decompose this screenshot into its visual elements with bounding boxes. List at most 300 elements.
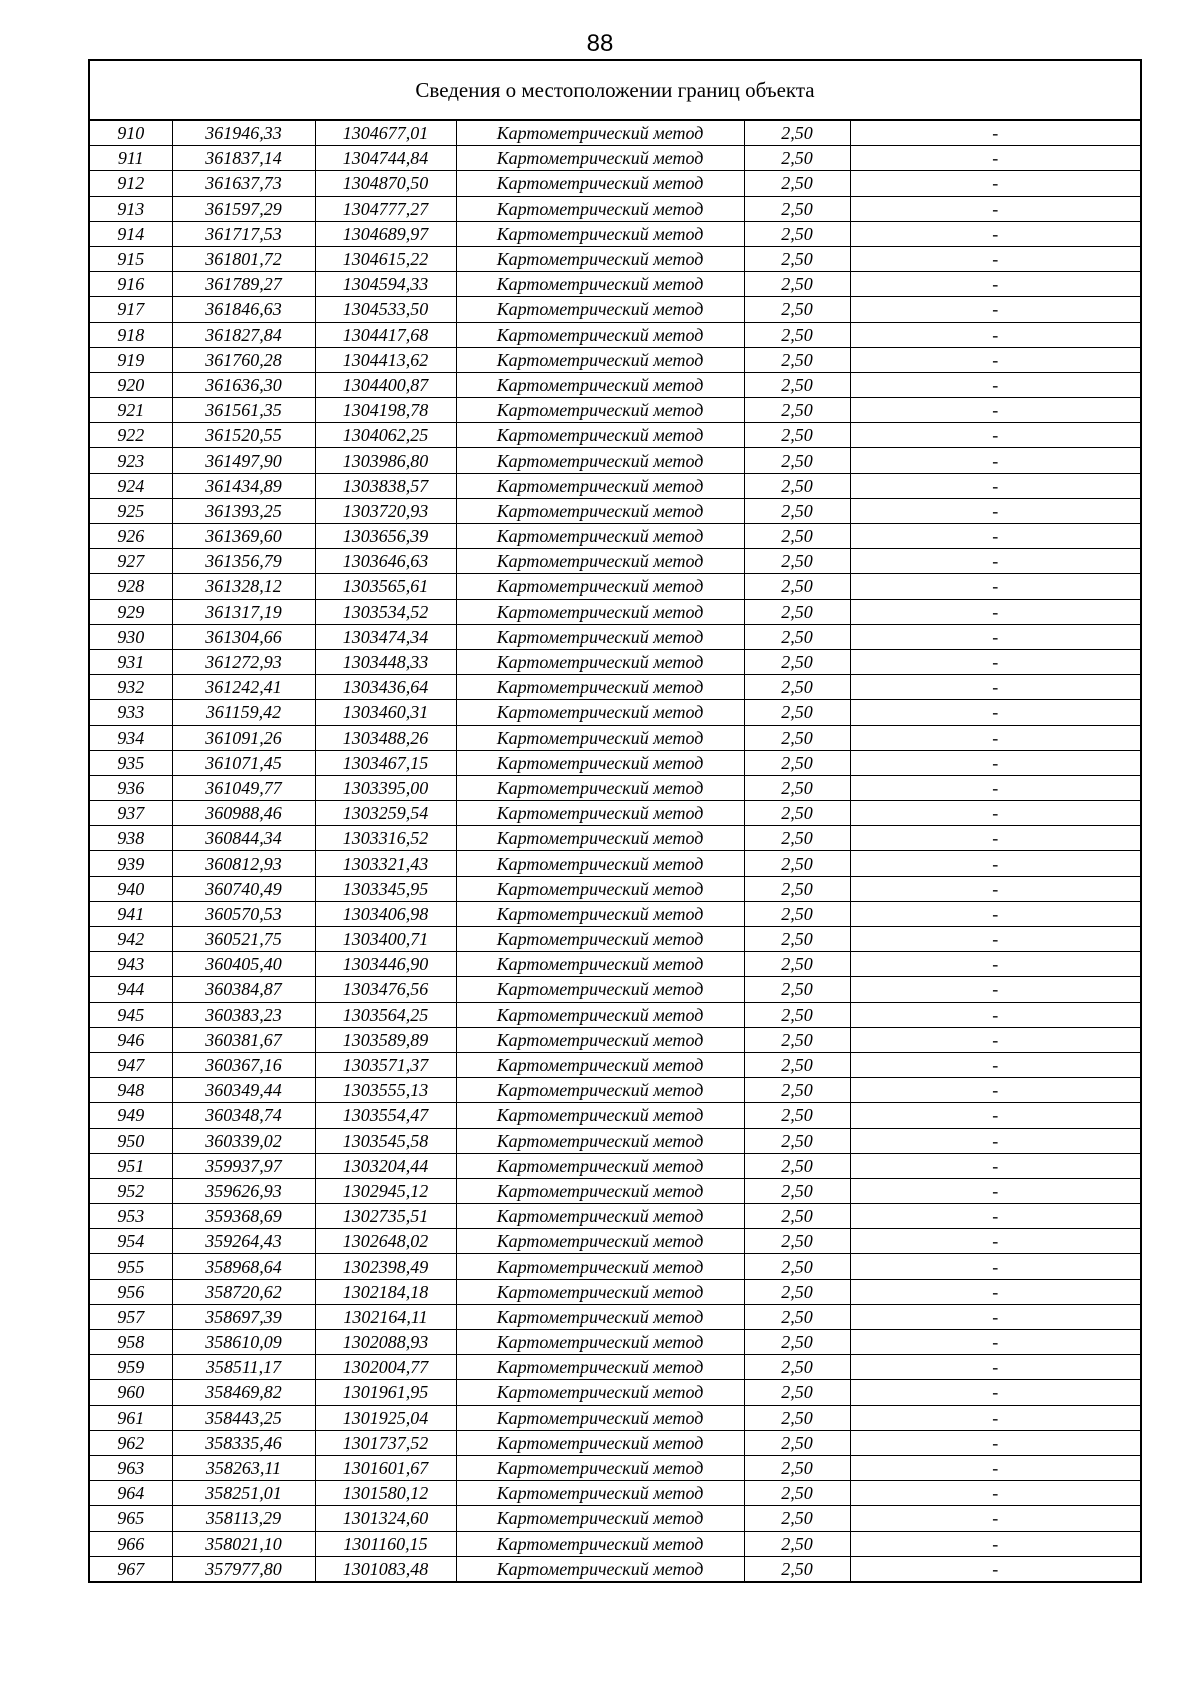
method-cell: Картометрический метод [456,1506,744,1531]
point-number-cell: 936 [90,775,172,800]
x-coordinate-cell: 361091,26 [172,725,315,750]
table-row [90,1304,1140,1329]
x-coordinate-cell: 361317,19 [172,599,315,624]
method-cell: Картометрический метод [456,952,744,977]
description-cell: - [850,750,1140,775]
x-coordinate-cell: 361946,33 [172,121,315,146]
x-coordinate-cell: 360367,16 [172,1052,315,1077]
method-cell: Картометрический метод [456,1002,744,1027]
y-coordinate-cell: 1302398,49 [315,1254,456,1279]
y-coordinate-cell: 1304744,84 [315,146,456,171]
precision-cell: 2,50 [744,398,850,423]
x-coordinate-cell: 360381,67 [172,1027,315,1052]
table-row [90,1405,1140,1430]
y-coordinate-cell: 1304400,87 [315,372,456,397]
precision-cell: 2,50 [744,1405,850,1430]
table-row [90,826,1140,851]
y-coordinate-cell: 1303467,15 [315,750,456,775]
y-coordinate-cell: 1304198,78 [315,398,456,423]
point-number-cell: 932 [90,675,172,700]
precision-cell: 2,50 [744,1027,850,1052]
point-number-cell: 966 [90,1531,172,1556]
point-number-cell: 942 [90,927,172,952]
table-row [90,272,1140,297]
description-cell: - [850,927,1140,952]
point-number-cell: 939 [90,851,172,876]
y-coordinate-cell: 1302648,02 [315,1229,456,1254]
y-coordinate-cell: 1304062,25 [315,423,456,448]
x-coordinate-cell: 360521,75 [172,927,315,952]
y-coordinate-cell: 1303545,58 [315,1128,456,1153]
precision-cell: 2,50 [744,901,850,926]
description-cell: - [850,1430,1140,1455]
point-number-cell: 938 [90,826,172,851]
y-coordinate-cell: 1301580,12 [315,1481,456,1506]
table-row [90,750,1140,775]
y-coordinate-cell: 1301324,60 [315,1506,456,1531]
description-cell: - [850,1279,1140,1304]
x-coordinate-cell: 361636,30 [172,372,315,397]
x-coordinate-cell: 361717,53 [172,221,315,246]
x-coordinate-cell: 360349,44 [172,1078,315,1103]
x-coordinate-cell: 361637,73 [172,171,315,196]
y-coordinate-cell: 1303436,64 [315,675,456,700]
point-number-cell: 951 [90,1153,172,1178]
description-cell: - [850,1380,1140,1405]
point-number-cell: 963 [90,1455,172,1480]
point-number-cell: 913 [90,196,172,221]
description-cell: - [850,1330,1140,1355]
point-number-cell: 956 [90,1279,172,1304]
description-cell: - [850,423,1140,448]
point-number-cell: 921 [90,398,172,423]
description-cell: - [850,473,1140,498]
precision-cell: 2,50 [744,1178,850,1203]
precision-cell: 2,50 [744,1153,850,1178]
point-number-cell: 933 [90,700,172,725]
table-row [90,1204,1140,1229]
x-coordinate-cell: 360383,23 [172,1002,315,1027]
precision-cell: 2,50 [744,826,850,851]
method-cell: Картометрический метод [456,901,744,926]
y-coordinate-cell: 1303321,43 [315,851,456,876]
method-cell: Картометрический метод [456,1254,744,1279]
method-cell: Картометрический метод [456,1481,744,1506]
x-coordinate-cell: 361242,41 [172,675,315,700]
x-coordinate-cell: 358511,17 [172,1355,315,1380]
x-coordinate-cell: 361393,25 [172,498,315,523]
table-row [90,876,1140,901]
method-cell: Картометрический метод [456,398,744,423]
table-row [90,146,1140,171]
point-number-cell: 962 [90,1430,172,1455]
precision-cell: 2,50 [744,700,850,725]
y-coordinate-cell: 1301601,67 [315,1455,456,1480]
point-number-cell: 944 [90,977,172,1002]
method-cell: Картометрический метод [456,1455,744,1480]
precision-cell: 2,50 [744,549,850,574]
x-coordinate-cell: 360844,34 [172,826,315,851]
table-body [90,121,1140,1581]
point-number-cell: 929 [90,599,172,624]
y-coordinate-cell: 1303488,26 [315,725,456,750]
description-cell: - [850,574,1140,599]
y-coordinate-cell: 1301083,48 [315,1556,456,1581]
table-row [90,1078,1140,1103]
point-number-cell: 967 [90,1556,172,1581]
precision-cell: 2,50 [744,297,850,322]
table-row [90,599,1140,624]
table-row [90,221,1140,246]
method-cell: Картометрический метод [456,1153,744,1178]
point-number-cell: 920 [90,372,172,397]
precision-cell: 2,50 [744,1254,850,1279]
y-coordinate-cell: 1304615,22 [315,246,456,271]
description-cell: - [850,1128,1140,1153]
point-number-cell: 957 [90,1304,172,1329]
table-row [90,196,1140,221]
y-coordinate-cell: 1303204,44 [315,1153,456,1178]
method-cell: Картометрический метод [456,1304,744,1329]
table-row [90,1128,1140,1153]
precision-cell: 2,50 [744,574,850,599]
description-cell: - [850,347,1140,372]
table-row [90,171,1140,196]
method-cell: Картометрический метод [456,146,744,171]
description-cell: - [850,221,1140,246]
point-number-cell: 954 [90,1229,172,1254]
description-cell: - [850,1455,1140,1480]
method-cell: Картометрический метод [456,1027,744,1052]
point-number-cell: 930 [90,624,172,649]
method-cell: Картометрический метод [456,599,744,624]
y-coordinate-cell: 1303720,93 [315,498,456,523]
description-cell: - [850,322,1140,347]
description-cell: - [850,1405,1140,1430]
table-row [90,448,1140,473]
y-coordinate-cell: 1303554,47 [315,1103,456,1128]
precision-cell: 2,50 [744,1103,850,1128]
y-coordinate-cell: 1302945,12 [315,1178,456,1203]
x-coordinate-cell: 361827,84 [172,322,315,347]
description-cell: - [850,1178,1140,1203]
method-cell: Картометрический метод [456,927,744,952]
method-cell: Картометрический метод [456,1052,744,1077]
table-row [90,1178,1140,1203]
description-cell: - [850,1204,1140,1229]
x-coordinate-cell: 358251,01 [172,1481,315,1506]
point-number-cell: 928 [90,574,172,599]
x-coordinate-cell: 358610,09 [172,1330,315,1355]
table-row [90,297,1140,322]
description-cell: - [850,826,1140,851]
precision-cell: 2,50 [744,725,850,750]
precision-cell: 2,50 [744,498,850,523]
precision-cell: 2,50 [744,322,850,347]
precision-cell: 2,50 [744,272,850,297]
method-cell: Картометрический метод [456,272,744,297]
table-row [90,927,1140,952]
method-cell: Картометрический метод [456,1229,744,1254]
description-cell: - [850,146,1140,171]
description-cell: - [850,851,1140,876]
x-coordinate-cell: 361272,93 [172,649,315,674]
y-coordinate-cell: 1301961,95 [315,1380,456,1405]
description-cell: - [850,398,1140,423]
table-row [90,1002,1140,1027]
y-coordinate-cell: 1303400,71 [315,927,456,952]
point-number-cell: 935 [90,750,172,775]
point-number-cell: 912 [90,171,172,196]
description-cell: - [850,549,1140,574]
description-cell: - [850,1254,1140,1279]
y-coordinate-cell: 1303646,63 [315,549,456,574]
x-coordinate-cell: 360988,46 [172,801,315,826]
y-coordinate-cell: 1303460,31 [315,700,456,725]
description-cell: - [850,801,1140,826]
description-cell: - [850,1052,1140,1077]
method-cell: Картометрический метод [456,851,744,876]
x-coordinate-cell: 360740,49 [172,876,315,901]
y-coordinate-cell: 1304413,62 [315,347,456,372]
method-cell: Картометрический метод [456,801,744,826]
point-number-cell: 917 [90,297,172,322]
precision-cell: 2,50 [744,649,850,674]
x-coordinate-cell: 358263,11 [172,1455,315,1480]
description-cell: - [850,700,1140,725]
description-cell: - [850,524,1140,549]
x-coordinate-cell: 358021,10 [172,1531,315,1556]
method-cell: Картометрический метод [456,649,744,674]
method-cell: Картометрический метод [456,1355,744,1380]
y-coordinate-cell: 1304533,50 [315,297,456,322]
description-cell: - [850,1355,1140,1380]
x-coordinate-cell: 361837,14 [172,146,315,171]
precision-cell: 2,50 [744,171,850,196]
table-row [90,649,1140,674]
x-coordinate-cell: 361760,28 [172,347,315,372]
precision-cell: 2,50 [744,1128,850,1153]
y-coordinate-cell: 1302164,11 [315,1304,456,1329]
precision-cell: 2,50 [744,675,850,700]
y-coordinate-cell: 1303986,80 [315,448,456,473]
x-coordinate-cell: 358335,46 [172,1430,315,1455]
table-row [90,524,1140,549]
x-coordinate-cell: 359937,97 [172,1153,315,1178]
point-number-cell: 945 [90,1002,172,1027]
table-row [90,801,1140,826]
x-coordinate-cell: 360339,02 [172,1128,315,1153]
point-number-cell: 911 [90,146,172,171]
point-number-cell: 965 [90,1506,172,1531]
precision-cell: 2,50 [744,876,850,901]
table-row [90,1279,1140,1304]
boundary-coordinates-table [90,121,1140,1581]
method-cell: Картометрический метод [456,1405,744,1430]
description-cell: - [850,171,1140,196]
point-number-cell: 919 [90,347,172,372]
precision-cell: 2,50 [744,1531,850,1556]
x-coordinate-cell: 361328,12 [172,574,315,599]
table-row [90,121,1140,146]
precision-cell: 2,50 [744,1481,850,1506]
point-number-cell: 947 [90,1052,172,1077]
table-row [90,1229,1140,1254]
description-cell: - [850,1506,1140,1531]
table-row [90,1380,1140,1405]
method-cell: Картометрический метод [456,750,744,775]
y-coordinate-cell: 1302184,18 [315,1279,456,1304]
x-coordinate-cell: 361846,63 [172,297,315,322]
point-number-cell: 925 [90,498,172,523]
method-cell: Картометрический метод [456,1531,744,1556]
y-coordinate-cell: 1303565,61 [315,574,456,599]
precision-cell: 2,50 [744,1355,850,1380]
method-cell: Картометрический метод [456,448,744,473]
x-coordinate-cell: 358968,64 [172,1254,315,1279]
x-coordinate-cell: 361561,35 [172,398,315,423]
table-row [90,1355,1140,1380]
y-coordinate-cell: 1303406,98 [315,901,456,926]
method-cell: Картометрический метод [456,826,744,851]
point-number-cell: 953 [90,1204,172,1229]
method-cell: Картометрический метод [456,1103,744,1128]
y-coordinate-cell: 1304689,97 [315,221,456,246]
method-cell: Картометрический метод [456,221,744,246]
x-coordinate-cell: 361520,55 [172,423,315,448]
y-coordinate-cell: 1304677,01 [315,121,456,146]
x-coordinate-cell: 361304,66 [172,624,315,649]
y-coordinate-cell: 1303571,37 [315,1052,456,1077]
method-cell: Картометрический метод [456,423,744,448]
precision-cell: 2,50 [744,1330,850,1355]
method-cell: Картометрический метод [456,1556,744,1581]
description-cell: - [850,725,1140,750]
point-number-cell: 922 [90,423,172,448]
table-row [90,398,1140,423]
method-cell: Картометрический метод [456,121,744,146]
page-number: 88 [586,30,614,57]
point-number-cell: 937 [90,801,172,826]
method-cell: Картометрический метод [456,1380,744,1405]
method-cell: Картометрический метод [456,473,744,498]
precision-cell: 2,50 [744,347,850,372]
method-cell: Картометрический метод [456,196,744,221]
point-number-cell: 941 [90,901,172,926]
table-row [90,347,1140,372]
precision-cell: 2,50 [744,196,850,221]
precision-cell: 2,50 [744,473,850,498]
x-coordinate-cell: 358469,82 [172,1380,315,1405]
x-coordinate-cell: 358443,25 [172,1405,315,1430]
method-cell: Картометрический метод [456,498,744,523]
table-row [90,1556,1140,1581]
description-cell: - [850,952,1140,977]
method-cell: Картометрический метод [456,246,744,271]
y-coordinate-cell: 1303446,90 [315,952,456,977]
x-coordinate-cell: 359264,43 [172,1229,315,1254]
precision-cell: 2,50 [744,1556,850,1581]
y-coordinate-cell: 1303838,57 [315,473,456,498]
method-cell: Картометрический метод [456,1204,744,1229]
description-cell: - [850,1229,1140,1254]
x-coordinate-cell: 360384,87 [172,977,315,1002]
description-cell: - [850,775,1140,800]
point-number-cell: 950 [90,1128,172,1153]
description-cell: - [850,1103,1140,1128]
x-coordinate-cell: 361434,89 [172,473,315,498]
table-row [90,977,1140,1002]
table-row [90,775,1140,800]
description-cell: - [850,624,1140,649]
point-number-cell: 946 [90,1027,172,1052]
x-coordinate-cell: 361356,79 [172,549,315,574]
boundary-table-sheet [88,59,1142,1583]
table-row [90,574,1140,599]
precision-cell: 2,50 [744,146,850,171]
table-row [90,498,1140,523]
table-row [90,1027,1140,1052]
precision-cell: 2,50 [744,927,850,952]
method-cell: Картометрический метод [456,1078,744,1103]
x-coordinate-cell: 360570,53 [172,901,315,926]
description-cell: - [850,1481,1140,1506]
precision-cell: 2,50 [744,775,850,800]
method-cell: Картометрический метод [456,700,744,725]
precision-cell: 2,50 [744,977,850,1002]
precision-cell: 2,50 [744,121,850,146]
point-number-cell: 915 [90,246,172,271]
x-coordinate-cell: 360812,93 [172,851,315,876]
x-coordinate-cell: 357977,80 [172,1556,315,1581]
y-coordinate-cell: 1303534,52 [315,599,456,624]
x-coordinate-cell: 361049,77 [172,775,315,800]
method-cell: Картометрический метод [456,775,744,800]
method-cell: Картометрический метод [456,171,744,196]
method-cell: Картометрический метод [456,372,744,397]
description-cell: - [850,1153,1140,1178]
precision-cell: 2,50 [744,1002,850,1027]
method-cell: Картометрический метод [456,1128,744,1153]
point-number-cell: 960 [90,1380,172,1405]
table-row [90,1481,1140,1506]
y-coordinate-cell: 1303345,95 [315,876,456,901]
y-coordinate-cell: 1304417,68 [315,322,456,347]
description-cell: - [850,246,1140,271]
description-cell: - [850,876,1140,901]
method-cell: Картометрический метод [456,574,744,599]
description-cell: - [850,372,1140,397]
x-coordinate-cell: 361801,72 [172,246,315,271]
precision-cell: 2,50 [744,221,850,246]
point-number-cell: 961 [90,1405,172,1430]
table-row [90,1531,1140,1556]
precision-cell: 2,50 [744,750,850,775]
table-row [90,549,1140,574]
precision-cell: 2,50 [744,1078,850,1103]
precision-cell: 2,50 [744,448,850,473]
table-row [90,246,1140,271]
description-cell: - [850,1078,1140,1103]
y-coordinate-cell: 1303448,33 [315,649,456,674]
y-coordinate-cell: 1303589,89 [315,1027,456,1052]
point-number-cell: 949 [90,1103,172,1128]
x-coordinate-cell: 361071,45 [172,750,315,775]
description-cell: - [850,121,1140,146]
precision-cell: 2,50 [744,851,850,876]
description-cell: - [850,272,1140,297]
precision-cell: 2,50 [744,246,850,271]
